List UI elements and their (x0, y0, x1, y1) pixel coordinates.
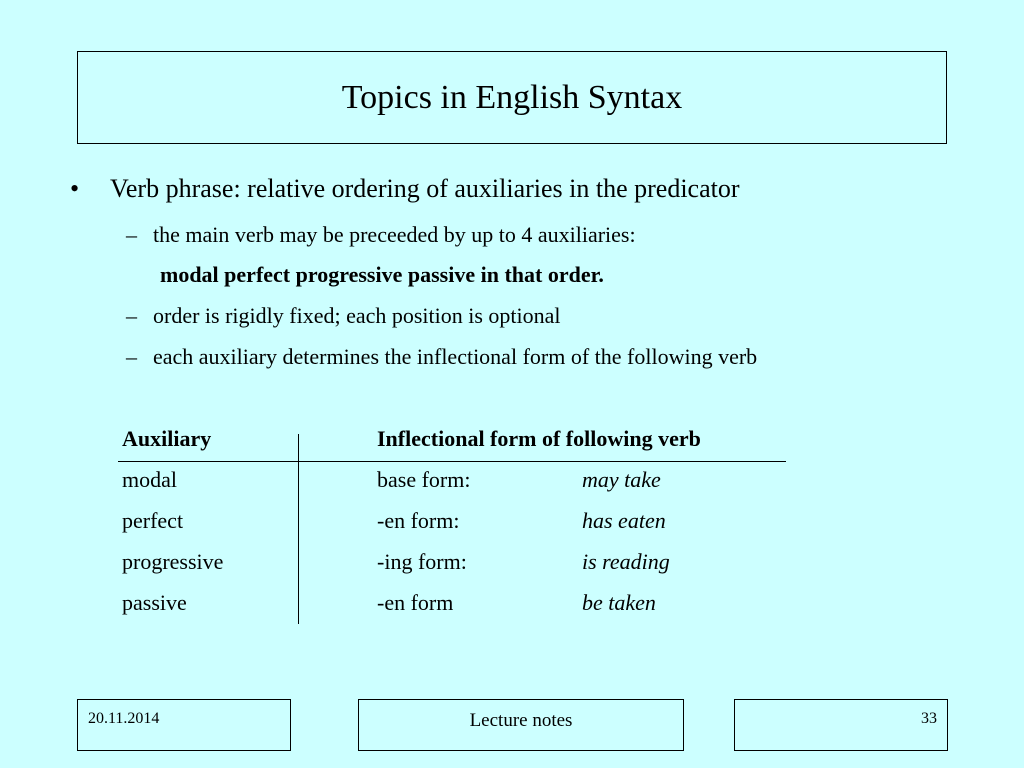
table-cell-form: -en form (377, 590, 454, 615)
footer-date-box (77, 699, 291, 751)
title-box (77, 51, 947, 144)
footer-lecture-notes: Lecture notes (469, 710, 573, 731)
table-header-inflectional-form: Inflectional form of following verb (377, 426, 701, 451)
auxiliary-order-text: modal perfect progressive passive in that order. (160, 262, 604, 287)
table-cell-form: -en form: (377, 508, 460, 533)
footer-page-number: 33 (921, 710, 937, 727)
table-cell-example: be taken (582, 590, 656, 615)
table-cell-example: has eaten (582, 508, 666, 533)
subitem-text: each auxiliary determines the inflectional form of the following verb (153, 344, 758, 369)
footer-center-box (358, 699, 684, 751)
table-header-divider (118, 461, 786, 462)
slide-title: Topics in English Syntax (341, 78, 683, 116)
subitem-text: order is rigidly fixed; each position is optional (153, 303, 561, 328)
footer-date: 20.11.2014 (88, 710, 160, 727)
table-cell-form: base form: (377, 467, 471, 492)
subitem-text: the main verb may be preceeded by up to 4 auxiliaries: (153, 222, 636, 247)
bullet-marker: • (70, 174, 80, 203)
table-cell-auxiliary: passive (122, 590, 187, 615)
subitem-marker: – (126, 222, 137, 247)
footer-page-number-box (734, 699, 948, 751)
table-cell-form: -ing form: (377, 549, 467, 574)
table-column-divider (298, 434, 299, 624)
table-header-auxiliary: Auxiliary (122, 426, 212, 451)
table-cell-example: may take (582, 467, 661, 492)
subitem-marker: – (126, 344, 137, 369)
table-cell-auxiliary: progressive (122, 549, 224, 574)
table-cell-auxiliary: modal (122, 467, 177, 492)
table-cell-example: is reading (582, 549, 670, 574)
bullet-text: Verb phrase: relative ordering of auxiliaries in the predicator (110, 174, 740, 203)
subitem-marker: – (126, 303, 137, 328)
table-cell-auxiliary: perfect (122, 508, 184, 533)
